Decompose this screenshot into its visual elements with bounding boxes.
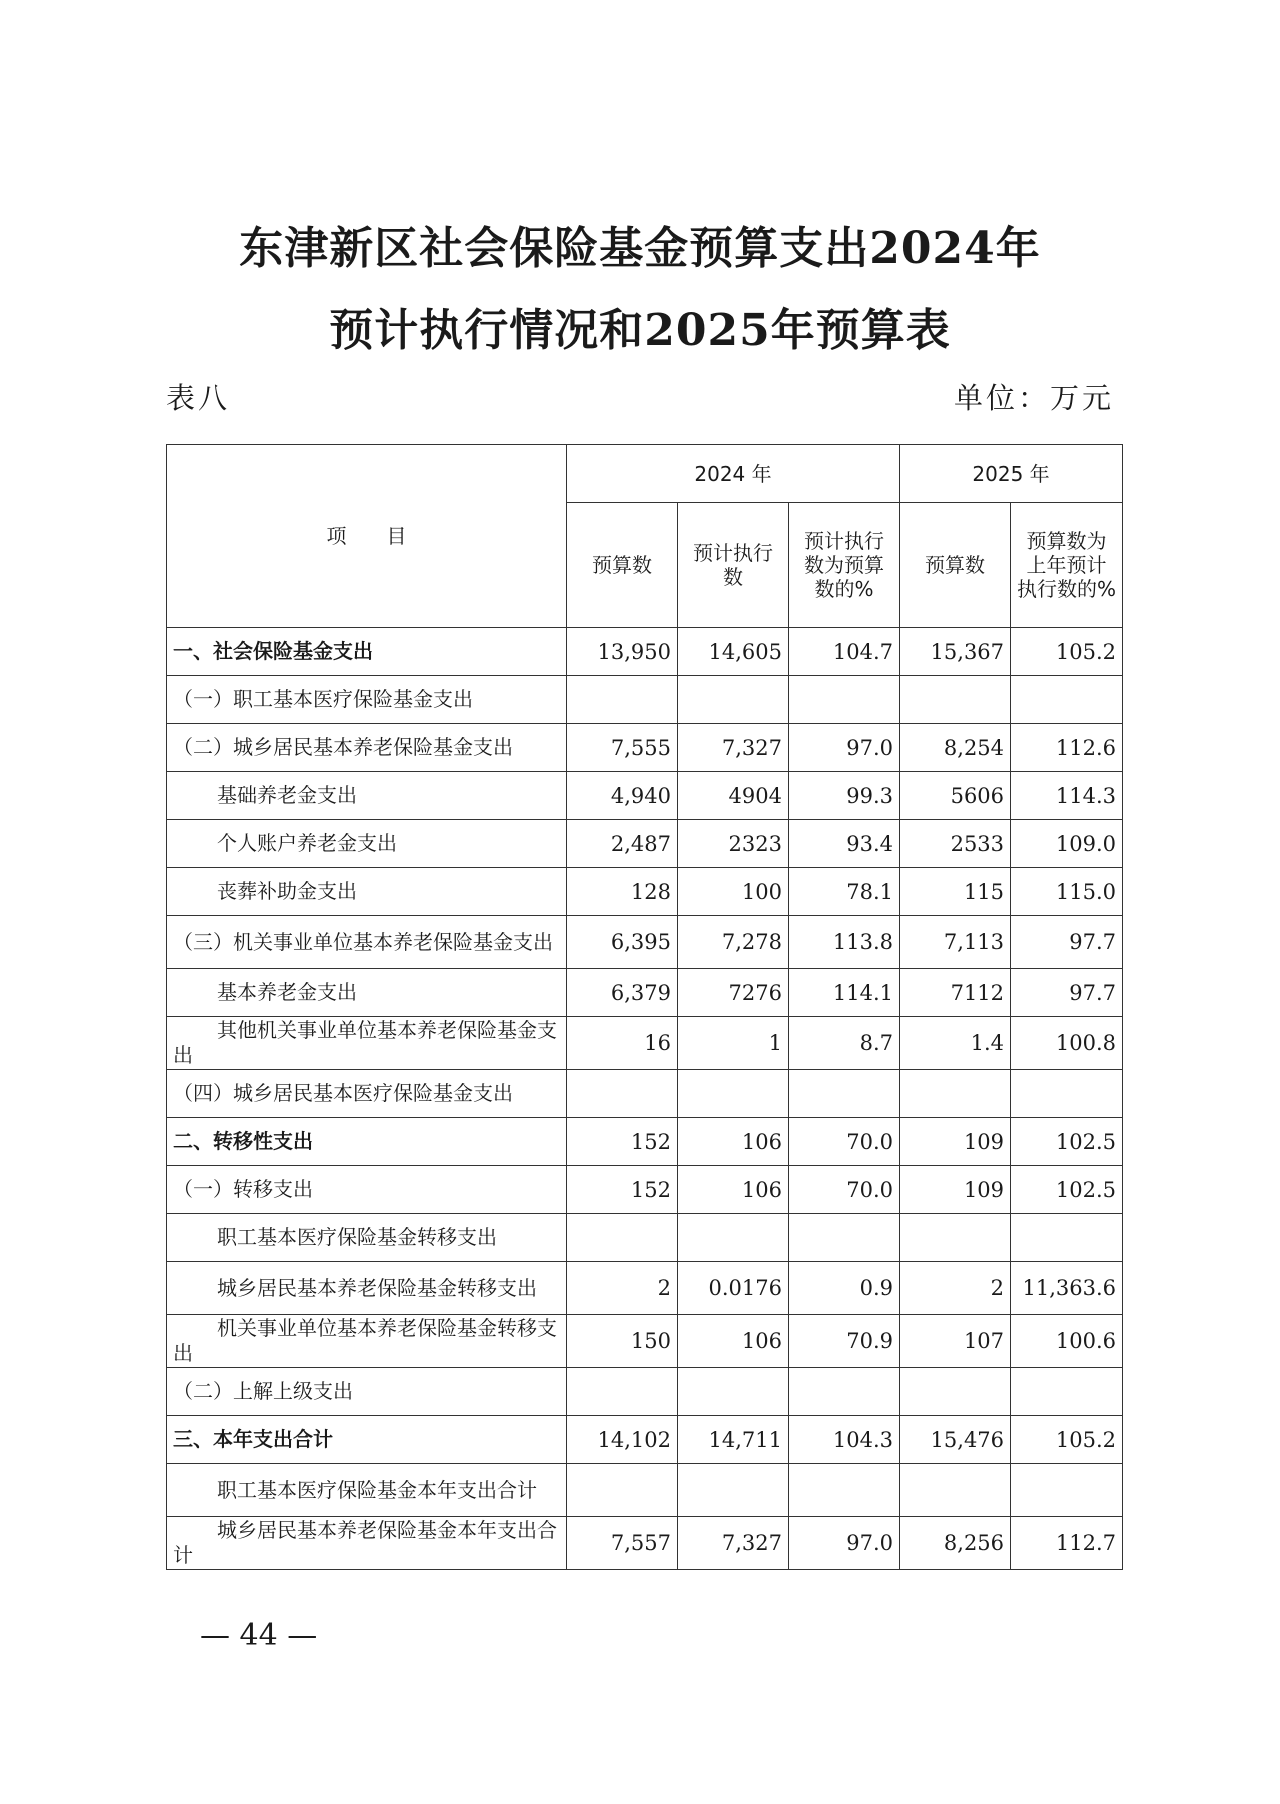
row-label: 城乡居民基本养老保险基金转移支出 bbox=[167, 1262, 567, 1315]
cell-budget-percent: 97.7 bbox=[1011, 916, 1123, 969]
header-item: 项 目 bbox=[167, 445, 567, 628]
cell-budget-2024: 128 bbox=[567, 868, 678, 916]
table-row bbox=[167, 1517, 1123, 1570]
cell-budget-percent: 112.6 bbox=[1011, 724, 1123, 772]
row-label: 职工基本医疗保险基金本年支出合计 bbox=[167, 1464, 567, 1517]
cell-budget-2025 bbox=[900, 1464, 1011, 1517]
cell-execution-percent bbox=[789, 1214, 900, 1262]
table-row bbox=[167, 772, 1123, 820]
row-label: 个人账户养老金支出 bbox=[167, 820, 567, 868]
table-row bbox=[167, 1315, 1123, 1368]
header-estimated-execution: 预计执行数 bbox=[678, 503, 789, 628]
cell-budget-percent: 11,363.6 bbox=[1011, 1262, 1123, 1315]
cell-estimated-execution: 7,327 bbox=[678, 724, 789, 772]
cell-estimated-execution: 106 bbox=[678, 1315, 789, 1368]
cell-execution-percent: 8.7 bbox=[789, 1017, 900, 1070]
row-label: （二）上解上级支出 bbox=[167, 1368, 567, 1416]
cell-budget-2025 bbox=[900, 676, 1011, 724]
cell-budget-2025: 5606 bbox=[900, 772, 1011, 820]
cell-budget-percent bbox=[1011, 1464, 1123, 1517]
row-label: （四）城乡居民基本医疗保险基金支出 bbox=[167, 1070, 567, 1118]
cell-budget-2025: 109 bbox=[900, 1118, 1011, 1166]
table-row bbox=[167, 1368, 1123, 1416]
cell-budget-2024: 152 bbox=[567, 1166, 678, 1214]
cell-budget-2024: 6,379 bbox=[567, 969, 678, 1017]
cell-estimated-execution bbox=[678, 1368, 789, 1416]
row-label: 基础养老金支出 bbox=[167, 772, 567, 820]
cell-budget-2025: 107 bbox=[900, 1315, 1011, 1368]
cell-estimated-execution bbox=[678, 676, 789, 724]
document-title-line-2: 预计执行情况和2025年预算表 bbox=[329, 305, 951, 356]
cell-budget-2025 bbox=[900, 1214, 1011, 1262]
cell-estimated-execution: 7,327 bbox=[678, 1517, 789, 1570]
table-row bbox=[167, 1118, 1123, 1166]
cell-budget-2024: 2,487 bbox=[567, 820, 678, 868]
cell-budget-2024: 150 bbox=[567, 1315, 678, 1368]
cell-budget-percent: 115.0 bbox=[1011, 868, 1123, 916]
cell-budget-2024: 16 bbox=[567, 1017, 678, 1070]
cell-estimated-execution: 14,711 bbox=[678, 1416, 789, 1464]
cell-budget-percent: 112.7 bbox=[1011, 1517, 1123, 1570]
cell-execution-percent: 104.7 bbox=[789, 628, 900, 676]
cell-execution-percent bbox=[789, 1368, 900, 1416]
table-row bbox=[167, 724, 1123, 772]
cell-budget-2024: 7,555 bbox=[567, 724, 678, 772]
cell-budget-percent bbox=[1011, 1368, 1123, 1416]
table-row bbox=[167, 676, 1123, 724]
cell-execution-percent bbox=[789, 1464, 900, 1517]
cell-execution-percent: 93.4 bbox=[789, 820, 900, 868]
cell-execution-percent: 70.0 bbox=[789, 1118, 900, 1166]
table-row bbox=[167, 628, 1123, 676]
table-row bbox=[167, 1416, 1123, 1464]
cell-execution-percent: 0.9 bbox=[789, 1262, 900, 1315]
cell-budget-2024 bbox=[567, 1368, 678, 1416]
document-title-line-1: 东津新区社会保险基金预算支出2024年 bbox=[239, 223, 1041, 274]
cell-budget-2024: 2 bbox=[567, 1262, 678, 1315]
cell-budget-2025: 15,367 bbox=[900, 628, 1011, 676]
header-budget-2025: 预算数 bbox=[900, 503, 1011, 628]
cell-estimated-execution bbox=[678, 1464, 789, 1517]
cell-execution-percent bbox=[789, 1070, 900, 1118]
cell-budget-2025: 2 bbox=[900, 1262, 1011, 1315]
cell-budget-2024: 13,950 bbox=[567, 628, 678, 676]
cell-estimated-execution: 106 bbox=[678, 1118, 789, 1166]
table-row bbox=[167, 820, 1123, 868]
header-budget-percent: 预算数为上年预计执行数的% bbox=[1011, 503, 1123, 628]
row-label: 城乡居民基本养老保险基金本年支出合计 bbox=[167, 1517, 567, 1570]
cell-budget-2025: 7,113 bbox=[900, 916, 1011, 969]
table-row bbox=[167, 969, 1123, 1017]
cell-execution-percent: 70.0 bbox=[789, 1166, 900, 1214]
row-label: （一）职工基本医疗保险基金支出 bbox=[167, 676, 567, 724]
table-row bbox=[167, 1166, 1123, 1214]
cell-budget-2024: 4,940 bbox=[567, 772, 678, 820]
row-label: 职工基本医疗保险基金转移支出 bbox=[167, 1214, 567, 1262]
cell-budget-percent: 102.5 bbox=[1011, 1166, 1123, 1214]
row-label: 机关事业单位基本养老保险基金转移支出 bbox=[167, 1315, 567, 1368]
row-label: 丧葬补助金支出 bbox=[167, 868, 567, 916]
cell-estimated-execution: 2323 bbox=[678, 820, 789, 868]
cell-budget-2024 bbox=[567, 1070, 678, 1118]
cell-execution-percent: 99.3 bbox=[789, 772, 900, 820]
cell-budget-percent: 105.2 bbox=[1011, 628, 1123, 676]
header-year-2025: 2025 年 bbox=[900, 445, 1123, 503]
cell-budget-percent: 105.2 bbox=[1011, 1416, 1123, 1464]
cell-execution-percent: 70.9 bbox=[789, 1315, 900, 1368]
cell-estimated-execution bbox=[678, 1070, 789, 1118]
cell-budget-percent: 102.5 bbox=[1011, 1118, 1123, 1166]
header-year-2024: 2024 年 bbox=[567, 445, 900, 503]
cell-execution-percent: 78.1 bbox=[789, 868, 900, 916]
row-label: 一、社会保险基金支出 bbox=[167, 628, 567, 676]
cell-budget-2024 bbox=[567, 676, 678, 724]
table-number: 表八 bbox=[166, 381, 231, 415]
cell-estimated-execution: 7,278 bbox=[678, 916, 789, 969]
row-label: （一）转移支出 bbox=[167, 1166, 567, 1214]
row-label: 其他机关事业单位基本养老保险基金支出 bbox=[167, 1017, 567, 1070]
cell-budget-2024: 152 bbox=[567, 1118, 678, 1166]
page-number: — 44 — bbox=[200, 1618, 318, 1653]
cell-budget-2025: 1.4 bbox=[900, 1017, 1011, 1070]
cell-budget-percent bbox=[1011, 676, 1123, 724]
cell-budget-2025: 109 bbox=[900, 1166, 1011, 1214]
budget-table bbox=[166, 444, 1123, 1570]
unit-label: 单位：万元 bbox=[953, 381, 1114, 415]
cell-estimated-execution: 1 bbox=[678, 1017, 789, 1070]
cell-budget-percent bbox=[1011, 1070, 1123, 1118]
cell-budget-percent: 100.8 bbox=[1011, 1017, 1123, 1070]
cell-budget-2024 bbox=[567, 1214, 678, 1262]
cell-execution-percent bbox=[789, 676, 900, 724]
cell-execution-percent: 97.0 bbox=[789, 724, 900, 772]
cell-budget-2025: 7112 bbox=[900, 969, 1011, 1017]
cell-estimated-execution bbox=[678, 1214, 789, 1262]
cell-budget-percent: 97.7 bbox=[1011, 969, 1123, 1017]
cell-estimated-execution: 100 bbox=[678, 868, 789, 916]
table-row bbox=[167, 1070, 1123, 1118]
header-budget-2024: 预算数 bbox=[567, 503, 678, 628]
cell-budget-2025 bbox=[900, 1070, 1011, 1118]
row-label: 二、转移性支出 bbox=[167, 1118, 567, 1166]
row-label: （二）城乡居民基本养老保险基金支出 bbox=[167, 724, 567, 772]
table-row bbox=[167, 1464, 1123, 1517]
table-row bbox=[167, 868, 1123, 916]
cell-budget-2025 bbox=[900, 1368, 1011, 1416]
row-label: （三）机关事业单位基本养老保险基金支出 bbox=[167, 916, 567, 969]
cell-execution-percent: 97.0 bbox=[789, 1517, 900, 1570]
table-row bbox=[167, 1214, 1123, 1262]
cell-budget-2025: 8,256 bbox=[900, 1517, 1011, 1570]
cell-execution-percent: 104.3 bbox=[789, 1416, 900, 1464]
cell-budget-2025: 15,476 bbox=[900, 1416, 1011, 1464]
row-label: 基本养老金支出 bbox=[167, 969, 567, 1017]
cell-budget-percent: 109.0 bbox=[1011, 820, 1123, 868]
cell-estimated-execution: 14,605 bbox=[678, 628, 789, 676]
table-row bbox=[167, 916, 1123, 969]
cell-execution-percent: 113.8 bbox=[789, 916, 900, 969]
cell-budget-percent: 100.6 bbox=[1011, 1315, 1123, 1368]
table-row bbox=[167, 1262, 1123, 1315]
cell-budget-2025: 115 bbox=[900, 868, 1011, 916]
cell-budget-2024: 14,102 bbox=[567, 1416, 678, 1464]
cell-estimated-execution: 0.0176 bbox=[678, 1262, 789, 1315]
cell-budget-2025: 8,254 bbox=[900, 724, 1011, 772]
cell-budget-percent bbox=[1011, 1214, 1123, 1262]
cell-estimated-execution: 4904 bbox=[678, 772, 789, 820]
cell-budget-2024: 6,395 bbox=[567, 916, 678, 969]
header-execution-percent: 预计执行数为预算数的% bbox=[789, 503, 900, 628]
cell-estimated-execution: 7276 bbox=[678, 969, 789, 1017]
cell-budget-2024: 7,557 bbox=[567, 1517, 678, 1570]
cell-execution-percent: 114.1 bbox=[789, 969, 900, 1017]
table-row bbox=[167, 1017, 1123, 1070]
cell-budget-2025: 2533 bbox=[900, 820, 1011, 868]
cell-estimated-execution: 106 bbox=[678, 1166, 789, 1214]
row-label: 三、本年支出合计 bbox=[167, 1416, 567, 1464]
cell-budget-2024 bbox=[567, 1464, 678, 1517]
cell-budget-percent: 114.3 bbox=[1011, 772, 1123, 820]
